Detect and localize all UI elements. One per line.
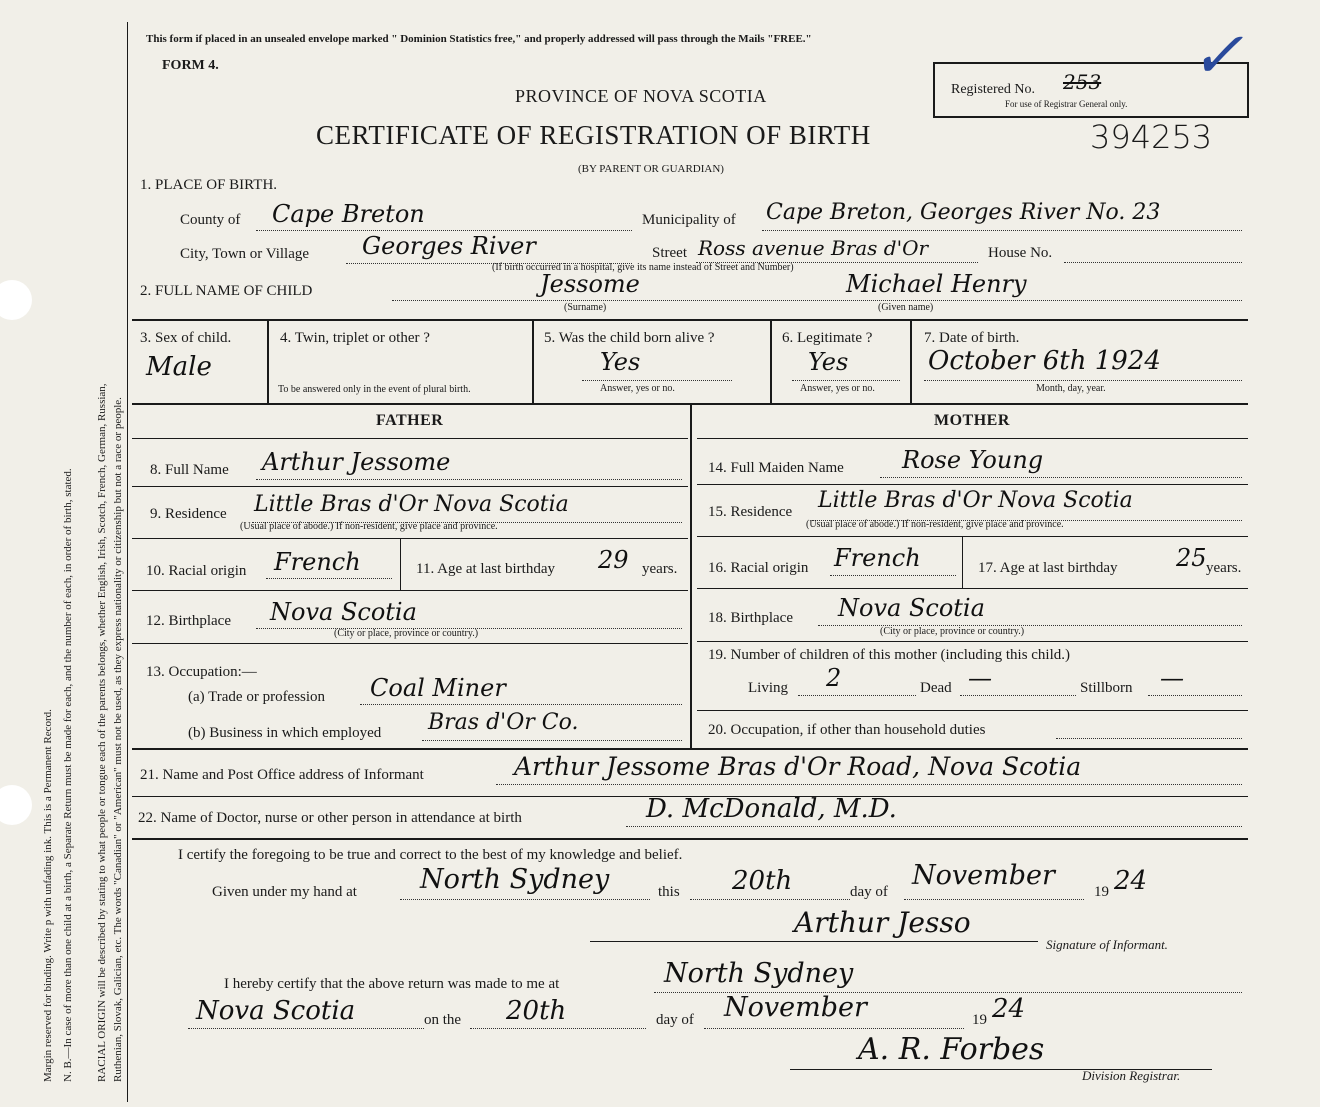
stillborn-value: — (1160, 664, 1184, 692)
county-label: County of (180, 212, 241, 228)
registrar-statement: I hereby certify that the above return was made to me at (224, 976, 560, 992)
father-birthplace-value: Nova Scotia (270, 598, 417, 626)
registrar-signature: A. R. Forbes (858, 1032, 1045, 1067)
informant-signature-caption: Signature of Informant. (1046, 937, 1168, 952)
alive-label: 5. Was the child born alive ? (544, 330, 715, 346)
mother-age-unit: years. (1206, 560, 1242, 576)
month-value: November (912, 860, 1055, 891)
child-name-label: 2. FULL NAME OF CHILD (140, 283, 313, 299)
dead-value: — (968, 664, 992, 692)
registered-value: 253 (1063, 70, 1102, 94)
sex-label: 3. Sex of child. (140, 330, 232, 346)
mother-age-label: 17. Age at last birthday (978, 560, 1118, 576)
house-label: House No. (988, 245, 1053, 261)
mother-birthplace-caption: (City or place, province or country.) (880, 626, 1025, 637)
father-birthplace-label: 12. Birthplace (146, 613, 231, 629)
registrar-year-prefix: 19 (972, 1012, 987, 1028)
dob-value: October 6th 1924 (928, 346, 1161, 376)
street-value: Ross avenue Bras d'Or (698, 236, 929, 260)
legitimate-label: 6. Legitimate ? (782, 330, 873, 346)
dob-label: 7. Date of birth. (924, 330, 1020, 346)
certificate-number: 394253 (1090, 118, 1213, 156)
municipality-label: Municipality of (642, 212, 736, 228)
twin-note: To be answered only in the event of plural birth. (278, 384, 471, 395)
mother-residence-caption: (Usual place of abode.) If non-resident, give place and province. (806, 519, 1064, 530)
registrar-caption: Division Registrar. (1082, 1068, 1181, 1083)
mother-heading: MOTHER (934, 412, 1010, 429)
margin-note-4: Ruthenian, Slovak, Galician, etc. The words "Canadian" or "American" must not be used, as they express nationality or citizenship but not a race or people. (112, 397, 124, 1082)
given-under-label: Given under my hand at (212, 884, 357, 900)
mother-birthplace-value: Nova Scotia (838, 594, 985, 622)
day-value: 20th (732, 866, 793, 896)
registrar-place2-value: Nova Scotia (196, 996, 356, 1026)
dob-caption: Month, day, year. (1036, 383, 1106, 394)
father-age-label: 11. Age at last birthday (416, 561, 555, 577)
registrar-on-the-label: on the (424, 1012, 462, 1028)
dead-label: Dead (920, 680, 952, 696)
registrar-place-value: North Sydney (664, 958, 854, 989)
living-label: Living (748, 680, 788, 696)
business-label: (b) Business in which employed (188, 725, 382, 741)
alive-value: Yes (600, 348, 641, 376)
alive-caption: Answer, yes or no. (600, 383, 675, 394)
city-value: Georges River (362, 232, 536, 260)
certify-statement: I certify the foregoing to be true and correct to the best of my knowledge and belief. (178, 847, 683, 863)
municipality-value: Cape Breton, Georges River No. 23 (766, 200, 1161, 225)
registrar-month-value: November (724, 992, 867, 1023)
stillborn-label: Stillborn (1080, 680, 1133, 696)
father-residence-value: Little Bras d'Or Nova Scotia (254, 492, 569, 517)
certificate-title: CERTIFICATE OF REGISTRATION OF BIRTH (316, 120, 871, 150)
mother-racial-value: French (834, 544, 921, 572)
check-mark: ✓ (1190, 20, 1244, 91)
certificate-subtitle: (BY PARENT OR GUARDIAN) (578, 163, 724, 175)
city-label: City, Town or Village (180, 246, 310, 262)
registrar-day-value: 20th (506, 996, 567, 1026)
doctor-label: 22. Name of Doctor, nurse or other person in attendance at birth (138, 810, 522, 826)
county-value: Cape Breton (272, 200, 425, 228)
province-heading: PROVINCE OF NOVA SCOTIA (515, 86, 767, 106)
father-racial-value: French (274, 548, 361, 576)
trade-label: (a) Trade or profession (188, 689, 326, 705)
child-surname-value: Jessome (540, 270, 640, 298)
father-racial-label: 10. Racial origin (146, 563, 247, 579)
year-prefix: 19 (1094, 884, 1109, 900)
twin-label: 4. Twin, triplet or other ? (280, 330, 430, 346)
father-residence-caption: (Usual place of abode.) If non-resident, give place and province. (240, 521, 498, 532)
living-value: 2 (826, 664, 842, 692)
father-age-unit: years. (642, 561, 678, 577)
legitimate-value: Yes (808, 348, 849, 376)
legitimate-caption: Answer, yes or no. (800, 383, 875, 394)
father-name-label: 8. Full Name (150, 462, 229, 478)
binding-hole-bottom (0, 785, 32, 825)
surname-caption: (Surname) (564, 302, 607, 313)
mother-name-label: 14. Full Maiden Name (708, 460, 844, 476)
father-residence-label: 9. Residence (150, 506, 227, 522)
mother-name-value: Rose Young (902, 446, 1044, 474)
registrar-day-of-label: day of (656, 1012, 694, 1028)
margin-note-2: N. B.—In case of more than one child at a birth, a Separate Return must be made for each, and the number of each, in order of birth, stated. (62, 468, 74, 1082)
day-of-label: day of (850, 884, 888, 900)
margin-rule (127, 22, 128, 1102)
child-given-value: Michael Henry (846, 270, 1027, 298)
given-caption: (Given name) (878, 302, 934, 313)
father-birthplace-caption: (City or place, province or country.) (334, 628, 479, 639)
informant-label: 21. Name and Post Office address of Informant (140, 767, 424, 783)
given-place-value: North Sydney (420, 864, 610, 895)
mother-residence-value: Little Bras d'Or Nova Scotia (818, 488, 1133, 513)
mother-racial-label: 16. Racial origin (708, 560, 809, 576)
this-label: this (658, 884, 680, 900)
children-count-label: 19. Number of children of this mother (including this child.) (708, 647, 1071, 663)
mother-age-value: 25 (1176, 544, 1207, 572)
binding-hole-top (0, 280, 32, 320)
hospital-note: (If birth occurred in a hospital, give its name instead of Street and Number) (492, 262, 794, 273)
father-age-value: 29 (598, 546, 629, 574)
mother-occupation-label: 20. Occupation, if other than household duties (708, 722, 986, 738)
informant-signature: Arthur Jesso (794, 906, 971, 939)
occupation-label: 13. Occupation:— (146, 664, 257, 680)
street-label: Street (652, 245, 687, 261)
margin-note-1: Margin reserved for binding. Write p with unfading ink. This is a Permanent Record. (42, 709, 54, 1082)
father-name-value: Arthur Jessome (262, 448, 451, 476)
father-heading: FATHER (376, 412, 444, 429)
mail-note: This form if placed in an unsealed envelope marked " Dominion Statistics free," and properly addressed will pass through the Mails "FREE." (146, 33, 812, 45)
business-value: Bras d'Or Co. (428, 710, 579, 735)
doctor-value: D. McDonald, M.D. (646, 794, 897, 824)
registrar-year-value: 24 (992, 994, 1026, 1024)
margin-note-3: RACIAL ORIGIN will be described by stating to what people or tongue each of the parents belongs, whether English, Irish, Scotch, French, German, Russian, (96, 383, 108, 1082)
registrar-note: For use of Registrar General only. (1005, 99, 1128, 109)
year-value: 24 (1114, 866, 1148, 896)
sex-value: Male (146, 352, 212, 382)
form-number: FORM 4. (162, 58, 219, 73)
place-section-label: 1. PLACE OF BIRTH. (140, 177, 278, 193)
trade-value: Coal Miner (370, 674, 506, 702)
mother-residence-label: 15. Residence (708, 504, 793, 520)
informant-value: Arthur Jessome Bras d'Or Road, Nova Scotia (514, 752, 1082, 781)
registered-label: Registered No. (951, 82, 1035, 97)
mother-birthplace-label: 18. Birthplace (708, 610, 793, 626)
